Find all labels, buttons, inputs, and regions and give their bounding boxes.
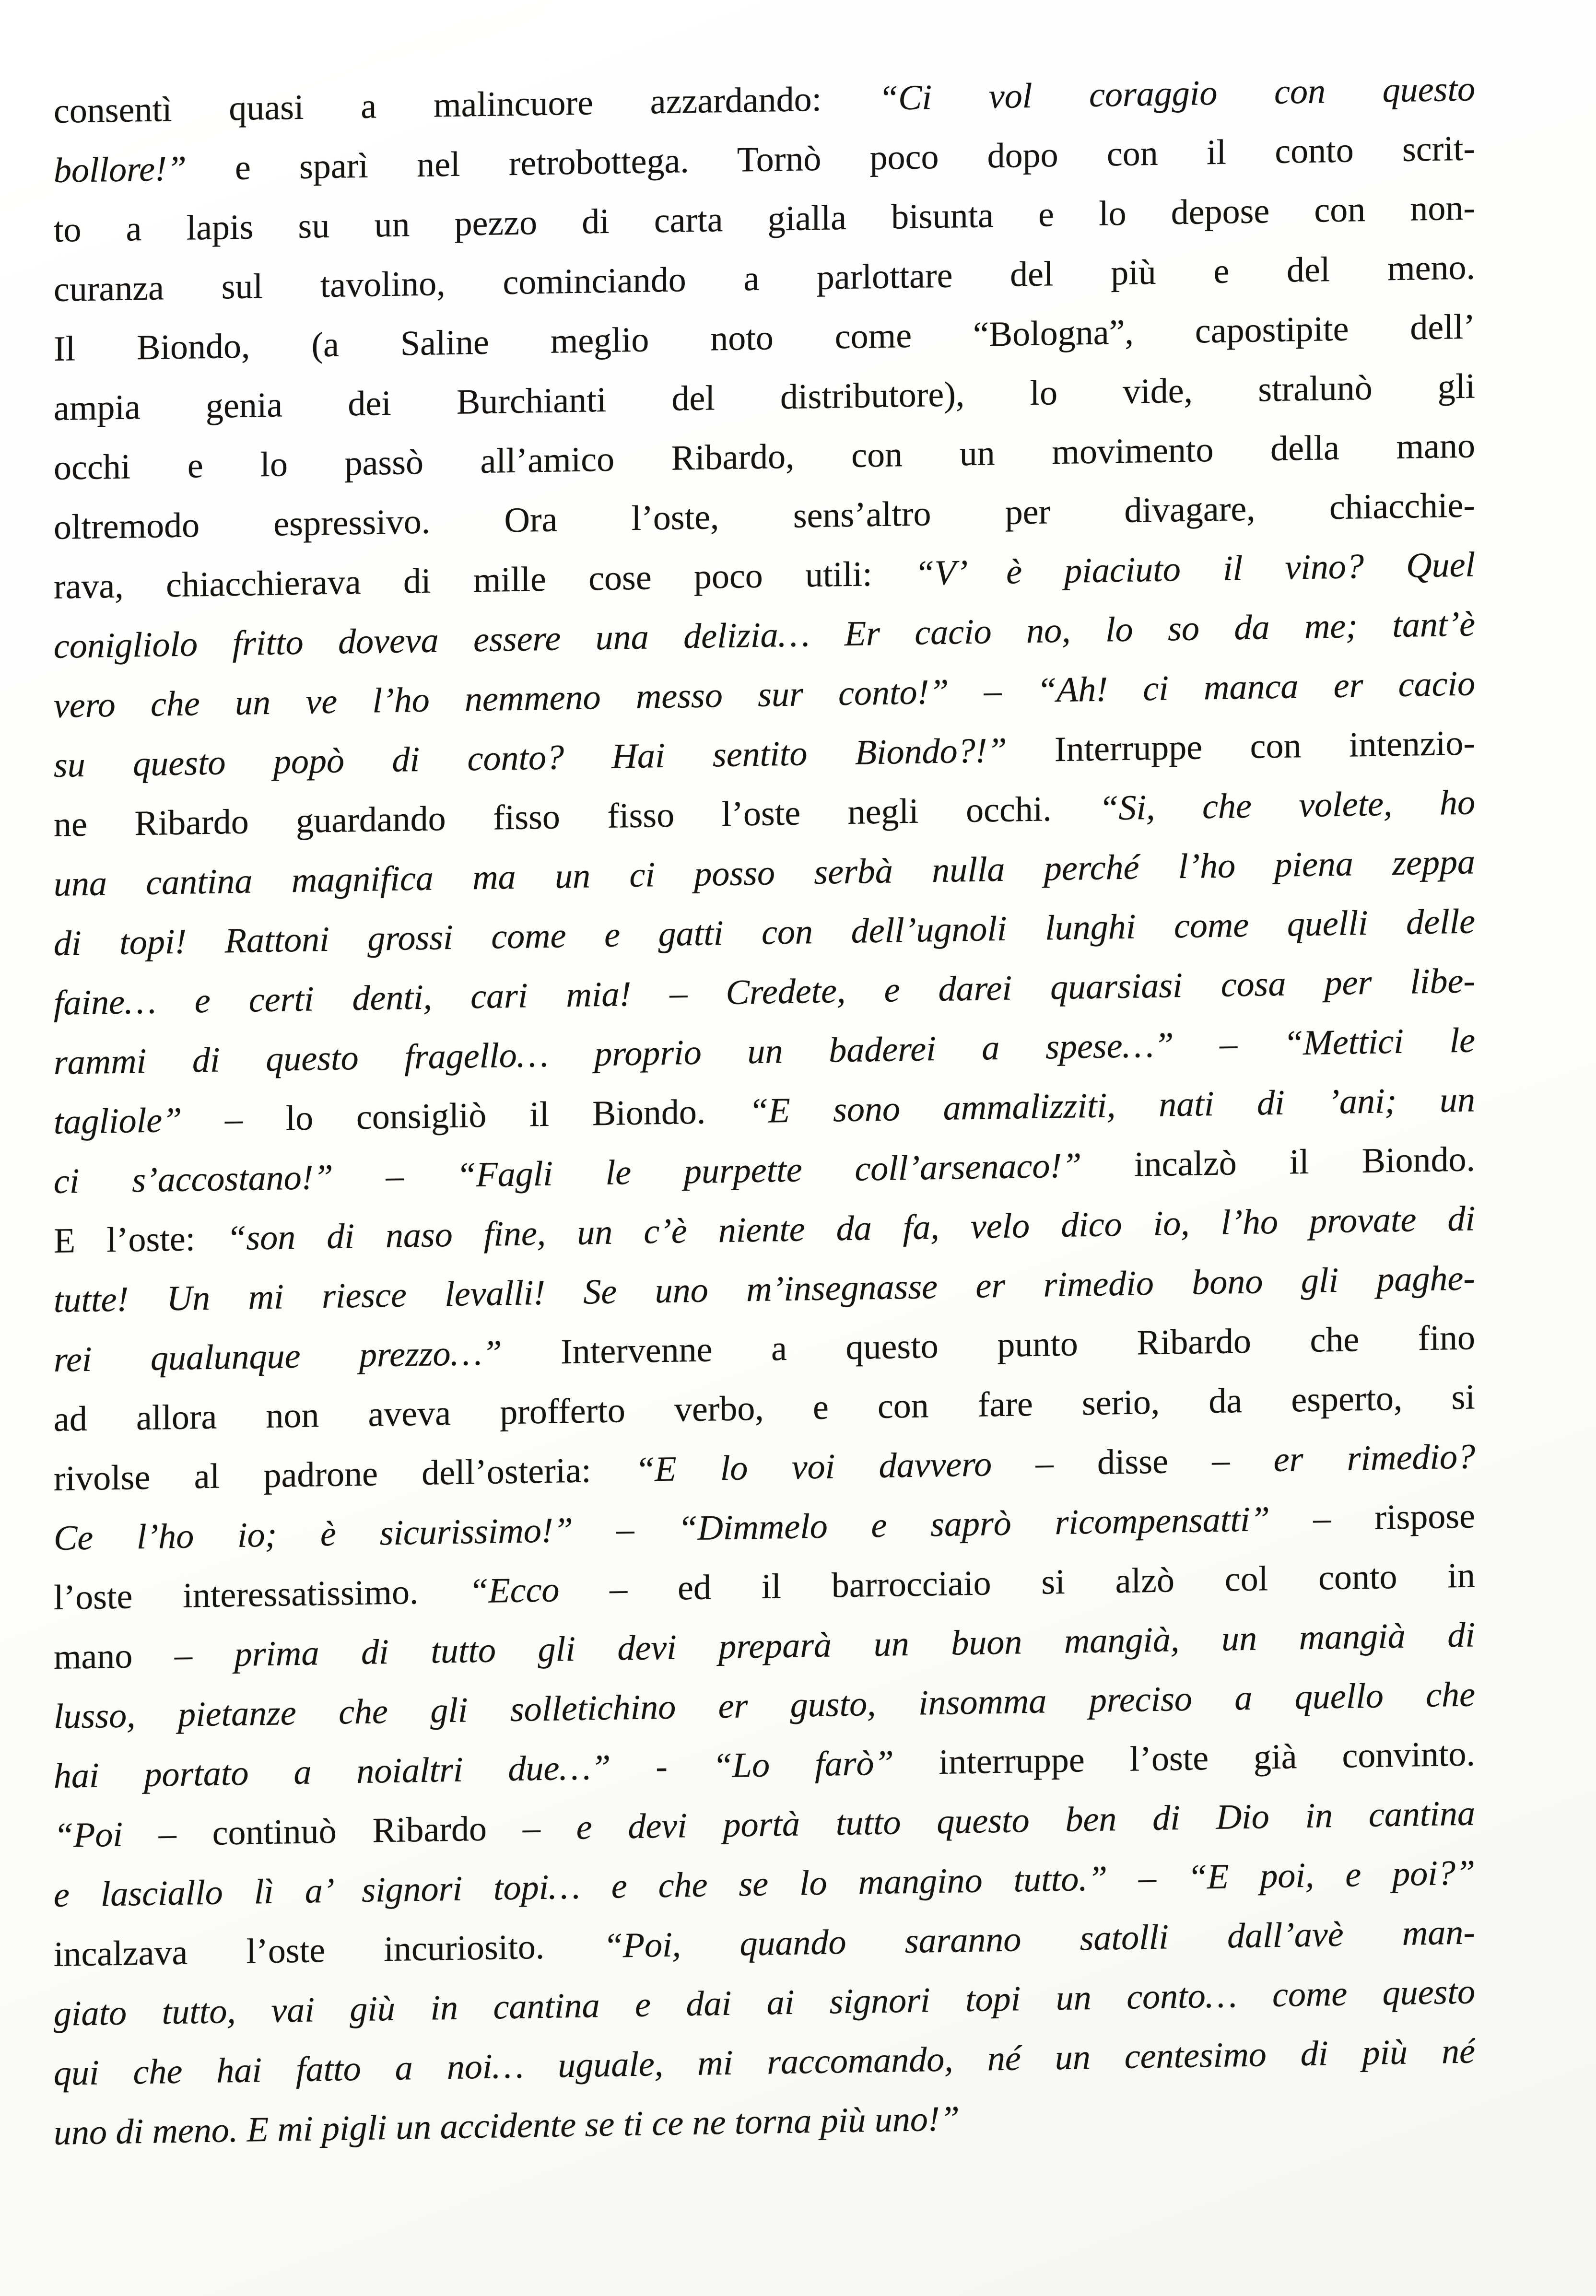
narration-text: incalzò il Biondo. [1081, 1139, 1475, 1185]
dialogue-text: “Ecco [469, 1570, 560, 1611]
dialogue-text: qui che hai fatto a noi… uguale, mi raccomando, né un centesimo di più né [54, 2031, 1475, 2093]
dialogue-text: faine… e certi denti, cari mia! – Credete, e darei quarsiasi cosa per libe- [54, 961, 1475, 1023]
dialogue-text: uno di meno. E mi pigli un accidente se ti ce ne torna più uno!” [54, 2099, 960, 2153]
dialogue-text: “Poi, quando saranno satolli dall’avè man- [603, 1912, 1475, 1966]
narration-text: – [573, 1509, 678, 1550]
narration-text: – disse – [992, 1440, 1274, 1484]
dialogue-text: “Dimmelo e saprò ricompensatti” [678, 1499, 1270, 1548]
dialogue-text: Ce l’ho io; è sicurissimo!” [54, 1510, 573, 1558]
dialogue-text: giato tutto, vai giù in cantina e dai ai signori topi un conto… come questo [54, 1972, 1475, 2034]
narration-text: rava, chiacchierava di mille cose poco utili: [54, 553, 915, 607]
dialogue-text: una cantina magnifica ma un ci posso serbà nulla perché l’ho piena zeppa [54, 842, 1475, 904]
narration-text: – ed il barrocciaio si alzò col conto in [559, 1556, 1475, 1610]
narration-text: interruppe l’oste già convinto. [893, 1734, 1475, 1783]
dialogue-text: “E lo voi davvero [635, 1444, 992, 1489]
dialogue-text: tutte! Un mi riesce levalli! Se uno m’insegnasse er rimedio bono gli paghe- [54, 1258, 1475, 1320]
dialogue-text: vero che un ve l’ho nemmeno messo sur conto!” – “Ah! ci manca er cacio [54, 664, 1475, 726]
narration-text: Interruppe con intenzio- [1007, 723, 1475, 770]
narration-text: e sparì nel retrobottega. Tornò poco dopo con il conto scrit- [186, 129, 1475, 188]
narration-text: ad allora non aveva profferto verbo, e con fare serio, da esperto, si [54, 1377, 1475, 1439]
narration-text: l’oste interessatissimo. [54, 1571, 469, 1617]
dialogue-text: di topi! Rattoni grossi come e gatti con dell’ugnoli lunghi come quelli delle [54, 902, 1475, 963]
dialogue-text: rei qualunque prezzo…” [54, 1333, 502, 1380]
dialogue-text: su questo popò di conto? Hai sentito Biondo?!” [54, 730, 1007, 785]
narration-text: incalzava l’oste incuriosito. [54, 1926, 603, 1974]
narration-text: - [610, 1746, 713, 1787]
dialogue-text: er rimedio? [1273, 1437, 1475, 1480]
narration-text: Intervenne a questo punto Ribardo che fino [502, 1318, 1475, 1373]
dialogue-text: “Poi [54, 1815, 123, 1855]
dialogue-text: rammi di questo fragello… proprio un baderei a spese…” – “Mettici le [54, 1020, 1475, 1082]
dialogue-text: conigliolo fritto doveva essere una delizia… Er cacio no, lo so da me; tant’è [54, 604, 1475, 666]
narration-text: curanza sul tavolino, cominciando a parlottare del più e del meno. [54, 247, 1475, 309]
narration-text: – continuò Ribardo – [122, 1807, 576, 1854]
dialogue-text: “E sono ammalizziti, nati di ’ani; un [749, 1080, 1475, 1131]
dialogue-text: bollore!” [54, 149, 187, 190]
dialogue-text: lusso, pietanze che gli solletichino er gusto, insomma preciso a quello che [54, 1675, 1475, 1736]
dialogue-text: “E poi, e poi?” [1187, 1853, 1475, 1897]
dialogue-text: e devi portà tutto questo ben di Dio in cantina [576, 1793, 1475, 1847]
dialogue-text: “Ci vol coraggio con questo [879, 69, 1475, 118]
dialogue-text: ci s’accostano!” – “Fagli le purpette coll’arsenaco!” [54, 1146, 1082, 1201]
narration-text: mano – [54, 1635, 235, 1677]
narration-text: – [1107, 1857, 1188, 1898]
narration-text: to a lapis su un pezzo di carta gialla bisunta e lo depose con non- [54, 188, 1475, 250]
dialogue-text: e lasciallo lì a’ signori topi… e che se lo mangino tutto.” [54, 1859, 1107, 1915]
narration-text: – rispose [1269, 1496, 1475, 1539]
narration-text: consentì quasi a malincuore azzardando: [54, 78, 879, 131]
dialogue-text: “son di naso fine, un c’è niente da fa, velo dico io, l’ho provate di [226, 1199, 1475, 1258]
narration-text: Il Biondo, (a Saline meglio noto come “Bologna”, capostipite dell’ [54, 307, 1475, 369]
narration-text: E l’oste: [54, 1218, 227, 1261]
narration-text: ne Ribardo guardando fisso fisso l’oste negli occhi. [54, 788, 1099, 844]
dialogue-text: hai portato a noialtri due…” [54, 1747, 611, 1796]
narration-text: – lo consigliò il Biondo. [182, 1091, 749, 1140]
dialogue-text: “V’ è piaciuto il vino? Quel [915, 545, 1475, 593]
narration-text: oltremodo espressivo. Ora l’oste, sens’altro per divagare, chiacchie- [54, 485, 1475, 547]
dialogue-text: “Lo farò” [712, 1743, 894, 1786]
dialogue-text: “Si, che volete, ho [1099, 783, 1475, 828]
dialogue-text: prima di tutto gli devi preparà un buon mangià, un mangià di [234, 1615, 1475, 1675]
narration-text: rivolse al padrone dell’osteria: [54, 1450, 635, 1499]
narration-text: occhi e lo passò all’amico Ribardo, con un movimento della mano [54, 426, 1475, 488]
narration-text: ampia genia dei Burchianti del distributore), lo vide, stralunò gli [54, 366, 1475, 428]
page-text [54, 59, 1475, 2163]
dialogue-text: tagliole” [54, 1100, 182, 1142]
